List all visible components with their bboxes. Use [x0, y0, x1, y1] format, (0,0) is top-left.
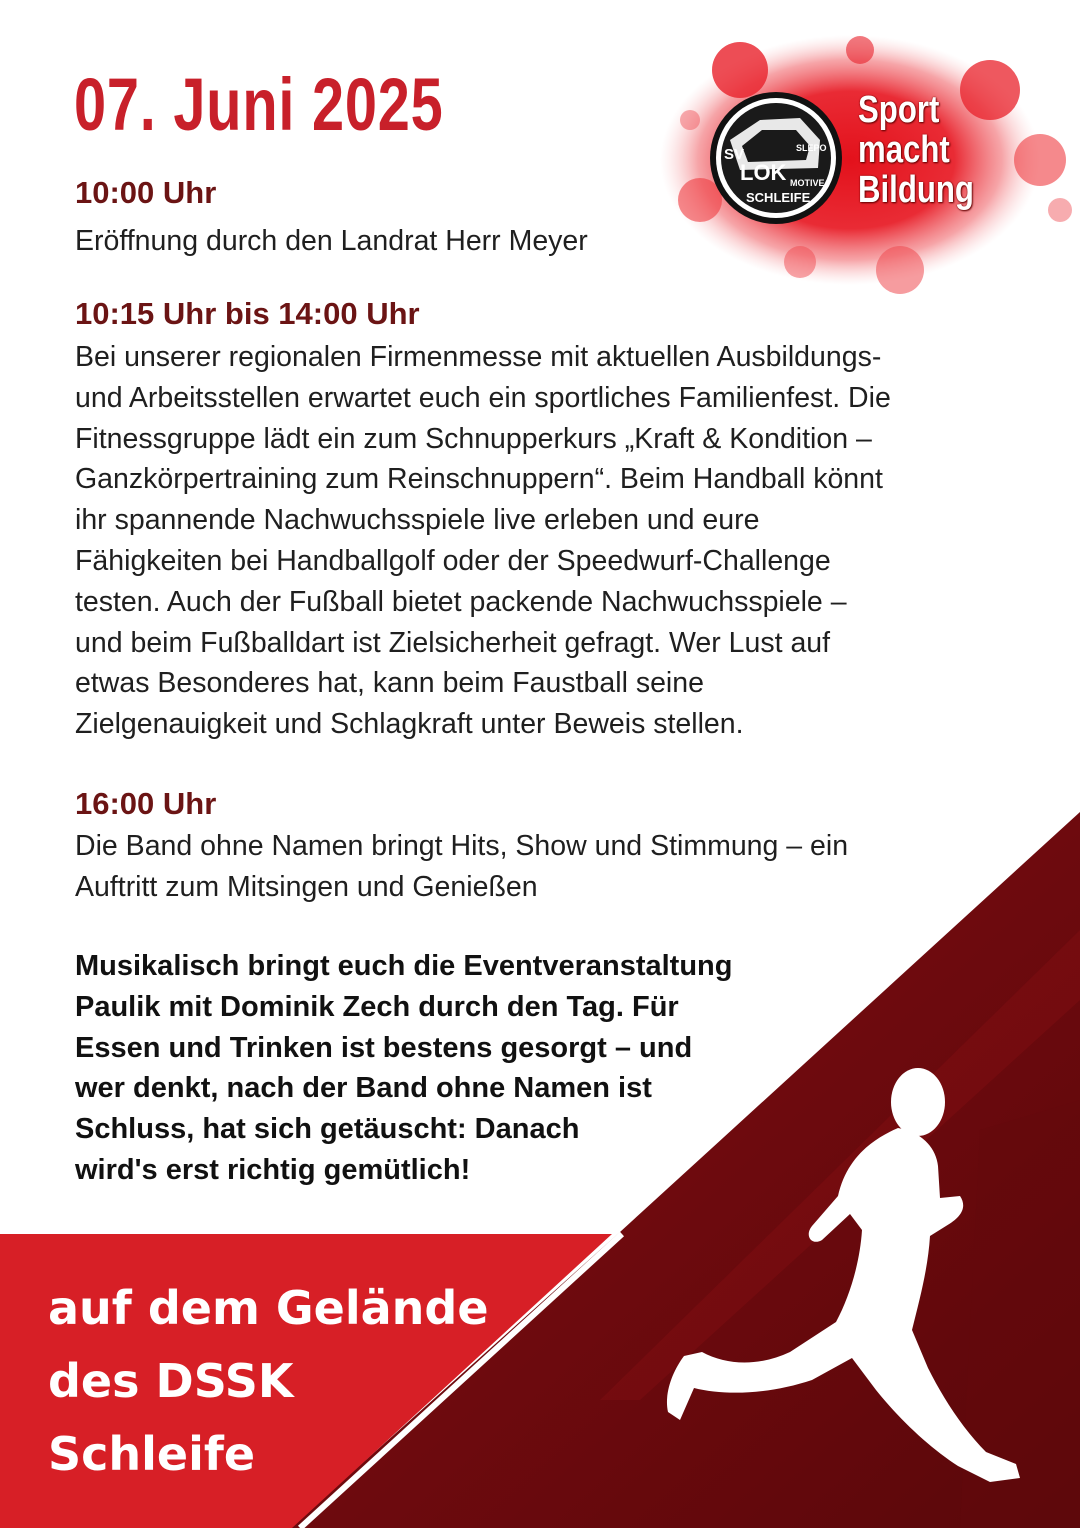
schedule-time-3: 16:00 Uhr: [75, 786, 217, 821]
text-line: und beim Fußballdart ist Zielsicherheit gefragt. Wer Lust auf: [75, 626, 831, 659]
emblem-lok-label: LOK: [740, 160, 787, 185]
text-line: Paulik mit Dominik Zech durch den Tag. Für: [75, 990, 679, 1023]
text-line: Auftritt zum Mitsingen und Genießen: [75, 870, 538, 903]
location-line: auf dem Gelände: [48, 1281, 489, 1335]
text-line: Zielgenauigkeit und Schlagkraft unter Beweis stellen.: [75, 708, 744, 741]
location-line: Schleife: [48, 1427, 256, 1481]
text-line: testen. Auch der Fußball bietet packende Nachwuchsspiele –: [75, 585, 847, 618]
text-line: Musikalisch bringt euch die Eventveranstaltung: [75, 950, 733, 982]
location-line: des DSSK: [48, 1354, 294, 1408]
text-line: Fitnessgruppe lädt ein zum Schnupperkurs „Kraft & Kondition –: [75, 422, 872, 455]
text-line: Ganzkörpertraining zum Reinschnuppern“. Beim Handball könnt: [75, 463, 883, 496]
event-date: 07. Juni 2025: [74, 63, 444, 146]
slogan: [858, 90, 974, 210]
closing-paragraph: [75, 946, 732, 1191]
text-line: wird's erst richtig gemütlich!: [75, 1153, 471, 1186]
schedule-description-2: [75, 337, 891, 745]
text-line: Essen und Trinken ist bestens gesorgt – und: [75, 1031, 693, 1064]
text-line: ihr spannende Nachwuchsspiele live erleben und eure: [75, 504, 760, 537]
text-line: etwas Besonderes hat, kann beim Faustball seine: [75, 667, 704, 700]
schedule-description-1: [75, 221, 588, 262]
text-line: Fähigkeiten bei Handballgolf oder der Speedwurf-Challenge: [75, 544, 831, 577]
text-line: wer denkt, nach der Band ohne Namen ist: [75, 1072, 652, 1105]
slogan-line: Sport: [858, 89, 940, 131]
text-line: und Arbeitsstellen erwartet euch ein sportliches Familienfest. Die: [75, 381, 891, 414]
text-line: Die Band ohne Namen bringt Hits, Show und Stimmung – ein: [75, 830, 849, 862]
emblem-motive-label: MOTIVE: [790, 178, 825, 188]
emblem-place-label: SCHLEIFE: [746, 190, 811, 205]
slogan-line: Bildung: [858, 169, 974, 211]
location-text: [48, 1272, 489, 1491]
schedule-time-1: 10:00 Uhr: [75, 175, 217, 210]
slogan-line: macht: [858, 129, 950, 171]
schedule-time-2: 10:15 Uhr bis 14:00 Uhr: [75, 296, 420, 331]
text-line: Schluss, hat sich getäuscht: Danach: [75, 1113, 580, 1146]
schedule-description-3: [75, 826, 848, 908]
emblem-sv-label: SV: [724, 146, 745, 163]
text-line: Bei unserer regionalen Firmenmesse mit aktuellen Ausbildungs-: [75, 341, 882, 373]
emblem-slepo-label: SLEPO: [796, 143, 827, 153]
text-line: Eröffnung durch den Landrat Herr Meyer: [75, 225, 588, 257]
